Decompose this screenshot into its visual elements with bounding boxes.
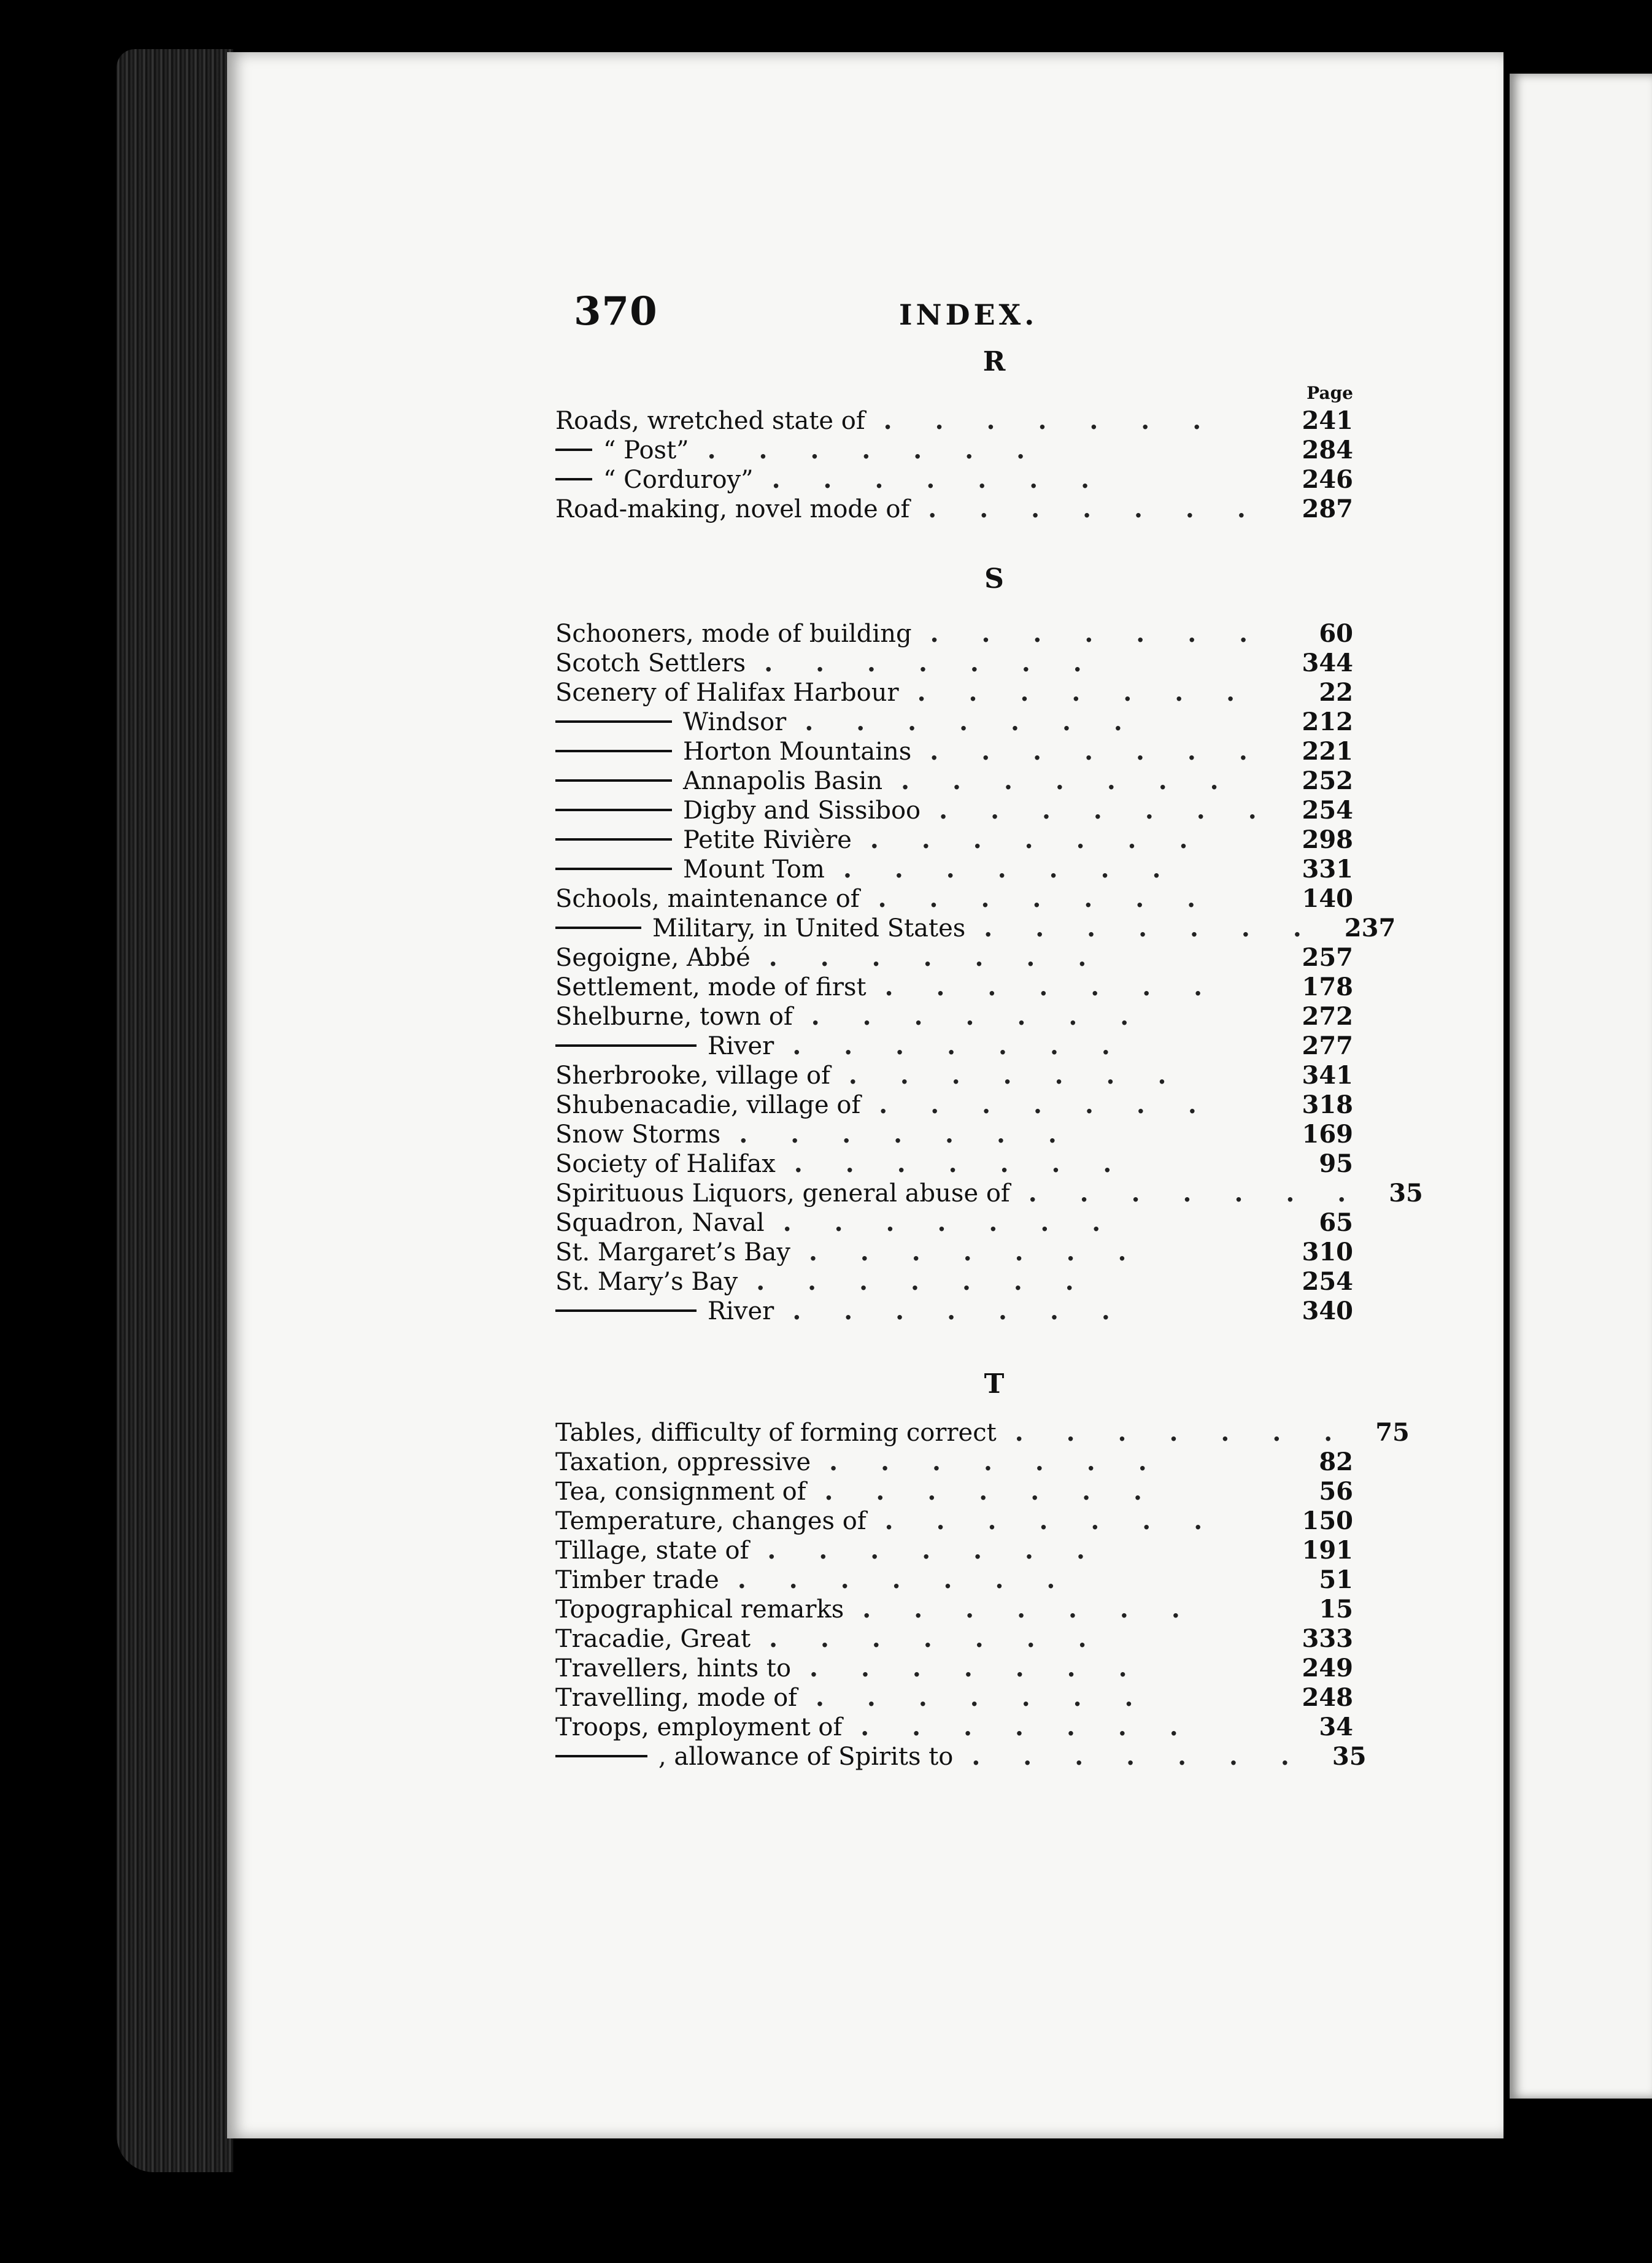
entry-page: 34 [1319, 1713, 1353, 1741]
index-entry [555, 914, 1396, 943]
dot-leader: ....... [829, 1448, 1190, 1476]
index-entry [555, 1506, 1353, 1536]
entry-page: 249 [1302, 1654, 1353, 1683]
entry-page: 82 [1319, 1448, 1353, 1476]
entry-label: River [708, 1032, 774, 1060]
entry-label: Schooners, mode of building [555, 620, 912, 648]
entry-label: Shelburne, town of [555, 1003, 793, 1031]
index-entry [555, 1654, 1353, 1683]
entry-label: Scotch Settlers [555, 649, 746, 677]
entry-label: Troops, employment of [555, 1713, 843, 1741]
ditto-dash [555, 1044, 697, 1047]
dot-leader: ....... [756, 1267, 1117, 1296]
dot-leader: ....... [792, 1031, 1153, 1060]
ditto-dash [555, 750, 672, 752]
running-title: INDEX. [899, 298, 1038, 331]
entry-page: 60 [1319, 619, 1353, 648]
book-fore-edge [117, 49, 233, 2172]
index-entry [555, 1742, 1367, 1771]
entry-label: Tables, difficulty of forming correct [555, 1419, 997, 1447]
dot-leader: ....... [930, 737, 1291, 766]
entry-page: 254 [1302, 1267, 1353, 1296]
dot-leader: ....... [884, 1506, 1246, 1535]
entry-label: Snow Storms [555, 1120, 721, 1149]
entry-label: Petite Rivière [683, 826, 852, 854]
entry-page: 277 [1302, 1031, 1353, 1060]
dot-leader: ....... [843, 855, 1204, 884]
index-entry [555, 737, 1353, 766]
entry-label: St. Margaret’s Bay [555, 1238, 790, 1266]
dot-leader: ....... [739, 1120, 1100, 1149]
index-entry [555, 1120, 1353, 1149]
index-entry [555, 1208, 1353, 1238]
entry-page: 35 [1332, 1742, 1367, 1771]
index-entry [555, 1002, 1353, 1031]
entry-label: Mount Tom [683, 855, 825, 884]
entry-page: 237 [1344, 914, 1396, 943]
entry-label: Tea, consignment of [555, 1478, 806, 1506]
index-entry [555, 1090, 1353, 1120]
ditto-dash [555, 1309, 697, 1312]
dot-leader: ....... [883, 406, 1245, 435]
index-entry [555, 649, 1353, 678]
entry-page: 212 [1302, 707, 1353, 736]
index-entry [555, 1238, 1353, 1267]
dot-leader: ....... [984, 914, 1345, 943]
dot-leader: ....... [824, 1477, 1185, 1506]
section-r-entries [555, 406, 1353, 524]
entry-page: 150 [1302, 1506, 1353, 1535]
dot-leader: ....... [860, 1713, 1221, 1741]
dot-leader: ....... [707, 436, 1068, 465]
ditto-dash [555, 927, 641, 929]
dot-leader: ....... [767, 1536, 1128, 1565]
entry-page: 252 [1302, 766, 1353, 795]
entry-page: 56 [1319, 1477, 1353, 1506]
index-entry [555, 825, 1353, 855]
dot-leader: ....... [768, 943, 1130, 972]
index-entry [555, 1477, 1353, 1506]
entry-page: 51 [1319, 1565, 1353, 1594]
entry-label: Tillage, state of [555, 1536, 749, 1565]
ditto-dash [555, 449, 592, 451]
dot-leader: ....... [808, 1238, 1170, 1266]
entry-label: Travelling, mode of [555, 1684, 797, 1712]
index-entry [555, 1448, 1353, 1477]
entry-page: 246 [1302, 465, 1353, 494]
index-entry [555, 1179, 1423, 1208]
entry-page: 344 [1302, 649, 1353, 677]
index-entry [555, 1536, 1353, 1565]
entry-label: Military, in United States [652, 914, 966, 943]
section-s-entries [555, 619, 1423, 1326]
entry-label: “ Post” [603, 436, 689, 465]
entry-label: River [708, 1297, 774, 1325]
entry-page: 221 [1302, 737, 1353, 766]
entry-page: 257 [1302, 943, 1353, 972]
entry-label: Taxation, oppressive [555, 1448, 811, 1476]
index-entry [555, 1061, 1353, 1090]
index-entry [555, 1595, 1353, 1624]
entry-page: 75 [1375, 1418, 1410, 1447]
entry-page: 254 [1302, 796, 1353, 825]
dot-leader: ....... [930, 619, 1291, 648]
index-entry [555, 943, 1353, 973]
dot-leader: ....... [764, 649, 1125, 677]
dot-leader: ....... [879, 1090, 1240, 1119]
entry-page: 341 [1302, 1061, 1353, 1090]
entry-label: , allowance of Spirits to [658, 1743, 954, 1771]
entry-label: St. Mary’s Bay [555, 1268, 738, 1296]
entry-label: Squadron, Naval [555, 1209, 765, 1237]
page-column-heading: Page [1307, 383, 1353, 403]
entry-label: “ Corduroy” [603, 466, 754, 494]
index-entry [555, 1418, 1410, 1448]
entry-page: 248 [1302, 1683, 1353, 1712]
index-entry [555, 766, 1353, 796]
entry-page: 298 [1302, 825, 1353, 854]
section-t-entries [555, 1418, 1410, 1771]
index-entry [555, 1031, 1353, 1061]
dot-leader: ....... [769, 1624, 1130, 1653]
entry-page: 331 [1302, 855, 1353, 884]
entry-page: 35 [1389, 1179, 1423, 1208]
entry-label: Windsor [683, 708, 787, 736]
index-text-block [555, 288, 1423, 1771]
dot-leader: ....... [782, 1208, 1144, 1237]
index-entry [555, 1565, 1353, 1595]
dot-leader: ....... [771, 465, 1133, 494]
dot-leader: ....... [1028, 1179, 1389, 1208]
ditto-dash [555, 1755, 647, 1757]
index-entry [555, 1683, 1353, 1713]
entry-page: 272 [1302, 1002, 1353, 1031]
dot-leader: ....... [870, 825, 1231, 854]
entry-label: Temperature, changes of [555, 1507, 867, 1535]
dot-leader: ....... [862, 1595, 1223, 1624]
index-entry [555, 465, 1353, 495]
index-entry [555, 1713, 1353, 1742]
index-entry [555, 707, 1353, 737]
dot-leader: ....... [811, 1002, 1172, 1031]
dot-leader: ....... [884, 973, 1246, 1001]
entry-label: Society of Halifax [555, 1150, 776, 1178]
ditto-dash [555, 779, 672, 782]
index-entry [555, 619, 1353, 649]
dot-leader: ....... [793, 1149, 1155, 1178]
dot-leader: ....... [1014, 1418, 1376, 1447]
entry-label: Travellers, hints to [555, 1654, 792, 1683]
index-entry [555, 1297, 1353, 1326]
index-entry [555, 406, 1353, 436]
entry-label: Spirituous Liquors, general abuse of [555, 1179, 1010, 1208]
index-entry [555, 796, 1353, 825]
entry-label: Topographical remarks [555, 1595, 844, 1624]
entry-page: 340 [1302, 1297, 1353, 1325]
running-head [555, 288, 1353, 344]
dot-leader: ....... [737, 1565, 1098, 1594]
index-entry [555, 495, 1353, 524]
dot-leader: ....... [939, 796, 1300, 825]
ditto-dash [555, 478, 592, 480]
entry-label: Timber trade [555, 1566, 719, 1594]
entry-page: 178 [1302, 973, 1353, 1001]
section-letter-t: T [984, 1368, 1005, 1400]
ditto-dash [555, 720, 672, 723]
entry-label: Horton Mountains [683, 738, 912, 766]
dot-leader: ....... [809, 1654, 1170, 1683]
dot-leader: ....... [878, 884, 1239, 913]
section-letter-r: R [982, 346, 1006, 377]
entry-label: Sherbrooke, village of [555, 1062, 830, 1090]
ditto-dash [555, 868, 672, 870]
entry-label: Digby and Sissiboo [683, 796, 921, 825]
index-entry [555, 855, 1353, 884]
entry-page: 284 [1302, 436, 1353, 465]
entry-label: Shubenacadie, village of [555, 1091, 861, 1119]
entry-label: Schools, maintenance of [555, 885, 860, 913]
dot-leader: ....... [848, 1061, 1210, 1090]
dot-leader: ....... [815, 1683, 1176, 1712]
entry-page: 169 [1302, 1120, 1353, 1149]
entry-page: 95 [1319, 1149, 1353, 1178]
entry-page: 287 [1302, 495, 1353, 523]
entry-label: Roads, wretched state of [555, 407, 865, 435]
dot-leader: ....... [901, 766, 1262, 795]
entry-label: Settlement, mode of first [555, 973, 867, 1001]
index-entry [555, 1149, 1353, 1179]
index-entry [555, 436, 1353, 465]
dot-leader: ....... [805, 707, 1165, 736]
entry-page: 333 [1302, 1624, 1353, 1653]
entry-page: 310 [1302, 1238, 1353, 1266]
page-number: 370 [574, 288, 658, 334]
dot-leader: ....... [928, 495, 1289, 523]
facing-page-edge [1510, 74, 1652, 2099]
dot-leader: ....... [917, 678, 1278, 707]
entry-page: 241 [1302, 406, 1353, 435]
entry-page: 140 [1302, 884, 1353, 913]
entry-label: Tracadie, Great [555, 1625, 751, 1653]
entry-page: 191 [1302, 1536, 1353, 1565]
entry-label: Road-making, novel mode of [555, 495, 910, 523]
dot-leader: ....... [792, 1297, 1153, 1325]
index-entry [555, 884, 1353, 914]
ditto-dash [555, 809, 672, 811]
entry-page: 318 [1302, 1090, 1353, 1119]
index-entry [555, 1267, 1353, 1297]
entry-page: 65 [1319, 1208, 1353, 1237]
section-letter-s: S [984, 563, 1004, 595]
index-entry [555, 1624, 1353, 1654]
ditto-dash [555, 838, 672, 841]
entry-label: Scenery of Halifax Harbour [555, 679, 899, 707]
dot-leader: ....... [971, 1742, 1332, 1771]
index-entry [555, 678, 1353, 707]
index-entry [555, 973, 1353, 1002]
entry-page: 15 [1319, 1595, 1353, 1624]
entry-page: 22 [1319, 678, 1353, 707]
entry-label: Annapolis Basin [683, 767, 883, 795]
entry-label: Segoigne, Abbé [555, 944, 751, 972]
